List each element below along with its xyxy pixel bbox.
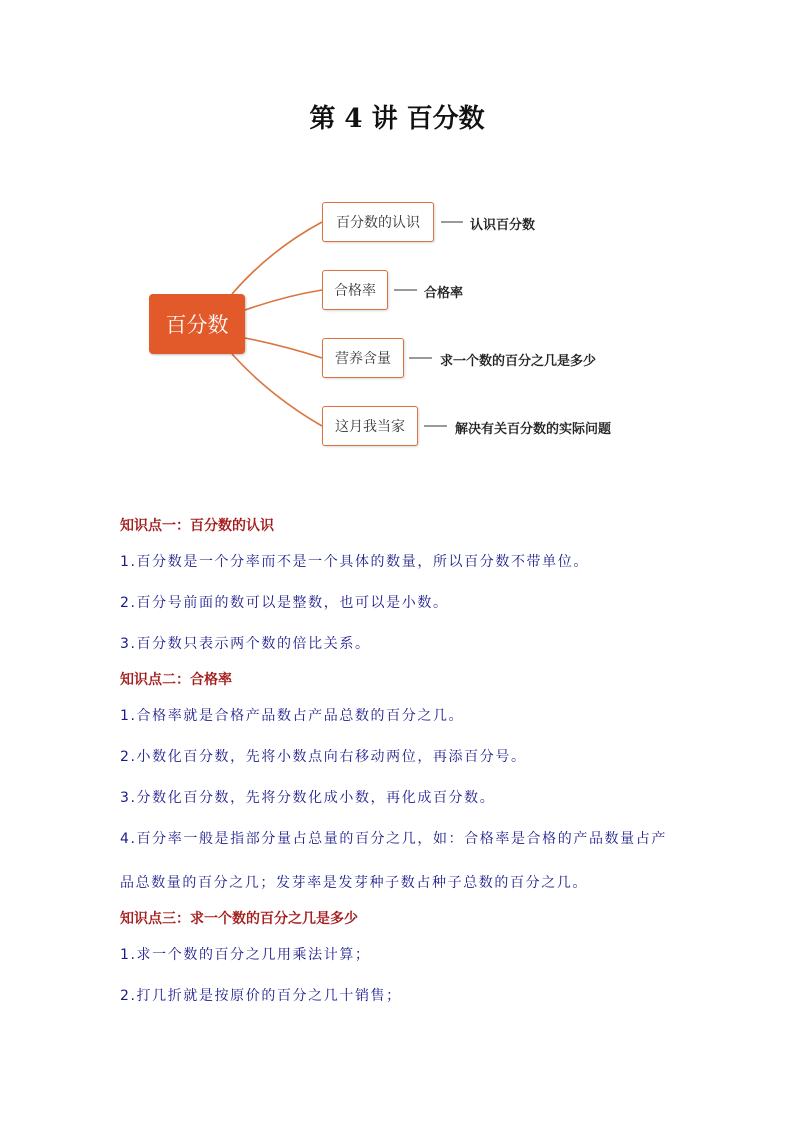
leaf-recognize-percent: 认识百分数	[470, 218, 536, 233]
leaf-nutrition: 求一个数的百分之几是多少	[440, 354, 597, 369]
section-2-item-4: 4.百分率一般是指部分量占总量的百分之几，如：合格率是合格的产品数量占产	[120, 831, 667, 847]
section-1-item-2: 2.百分号前面的数可以是整数，也可以是小数。	[120, 595, 449, 611]
section-3-item-2: 2.打几折就是按原价的百分之几十销售；	[120, 988, 402, 1004]
section-heading-1: 知识点一：百分数的认识	[120, 518, 274, 534]
branch-nutrition: 营养含量	[322, 338, 404, 378]
connector-branch-4	[232, 354, 322, 426]
connector-branch-1	[232, 222, 322, 294]
mind-map	[0, 190, 794, 460]
section-1-item-3: 3.百分数只表示两个数的倍比关系。	[120, 636, 371, 652]
connector-branch-2	[245, 290, 322, 310]
leaf-household: 解决有关百分数的实际问题	[455, 422, 612, 437]
knowledge-points	[120, 515, 680, 1007]
section-2-item-2: 2.小数化百分数，先将小数点向右移动两位，再添百分号。	[120, 749, 527, 765]
section-1-item-1: 1.百分数是一个分率而不是一个具体的数量，所以百分数不带单位。	[120, 554, 589, 570]
mind-map-root: 百分数	[149, 294, 245, 354]
section-2-item-3: 3.分数化百分数，先将分数化成小数，再化成百分数。	[120, 790, 496, 806]
section-2-item-1: 1.合格率就是合格产品数占产品总数的百分之几。	[120, 708, 465, 724]
leaf-pass-rate: 合格率	[424, 286, 464, 301]
branch-pass-rate: 合格率	[322, 270, 388, 310]
section-3-item-1: 1.求一个数的百分之几用乘法计算；	[120, 947, 371, 963]
connector-branch-3	[245, 338, 322, 358]
branch-household: 这月我当家	[322, 406, 418, 446]
section-2-item-4-cont: 品总数量的百分之几；发芽率是发芽种子数占种子总数的百分之几。	[120, 875, 588, 891]
page-title: 第 4 讲 百分数	[309, 104, 485, 134]
branch-recognize-percent: 百分数的认识	[322, 202, 434, 242]
section-heading-2: 知识点二：合格率	[120, 672, 232, 688]
section-heading-3: 知识点三：求一个数的百分之几是多少	[120, 911, 358, 927]
